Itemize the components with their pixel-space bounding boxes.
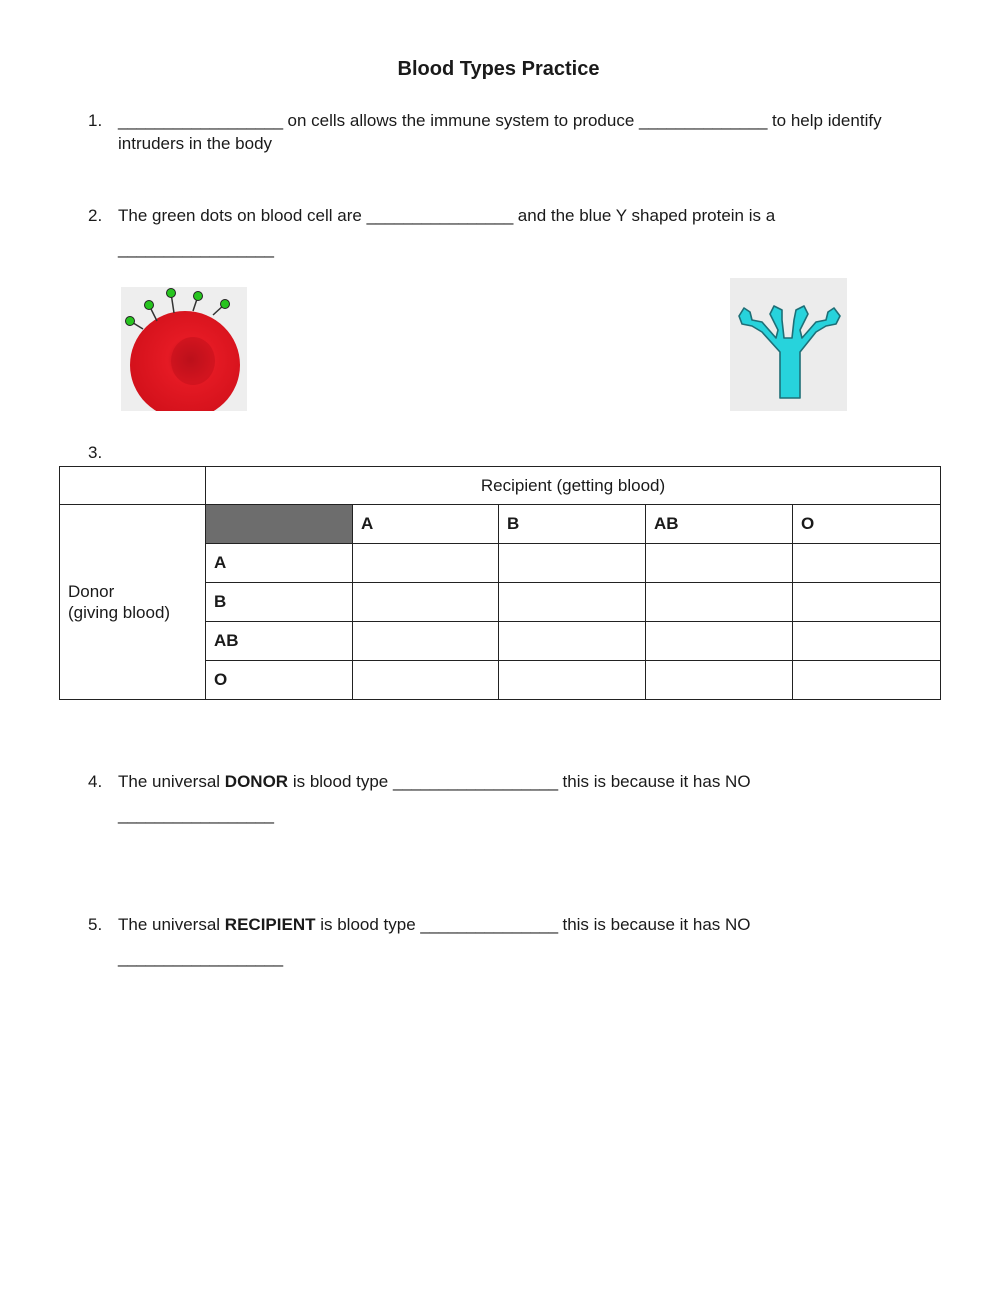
- answer-cell[interactable]: [793, 622, 941, 661]
- answer-cell[interactable]: [646, 544, 793, 583]
- donor-label-line-1: Donor: [68, 582, 115, 601]
- question-text: and the blue Y shaped protein is a: [517, 206, 776, 225]
- donor-label-line-2: (giving blood): [68, 603, 171, 622]
- question-text: this is because it has NO: [562, 915, 751, 934]
- donor-label: [60, 505, 206, 700]
- question-text: The green dots on blood cell are: [118, 206, 362, 225]
- question-2: [88, 204, 848, 265]
- red-blood-cell-image: [121, 287, 247, 411]
- y-shaped-antibody-icon: [730, 278, 847, 411]
- question-text: this is because it has NO: [562, 772, 751, 791]
- answer-blank[interactable]: __________________: [118, 111, 283, 130]
- column-header-b: B: [499, 505, 646, 544]
- column-header-ab: AB: [646, 505, 793, 544]
- compatibility-table: [59, 466, 941, 700]
- answer-blank[interactable]: ______________: [639, 111, 768, 130]
- red-blood-cell-icon: [121, 287, 247, 411]
- question-number: 2.: [88, 206, 103, 225]
- question-number: 1.: [88, 111, 103, 130]
- answer-cell[interactable]: [353, 622, 499, 661]
- empty-corner-cell: [60, 467, 206, 505]
- answer-cell[interactable]: [646, 661, 793, 700]
- answer-cell[interactable]: [499, 583, 646, 622]
- answer-blank[interactable]: ________________: [366, 206, 514, 225]
- question-emphasis: RECIPIENT: [224, 915, 316, 934]
- question-text: is blood type: [320, 915, 416, 934]
- answer-blank[interactable]: _________________: [118, 239, 274, 258]
- row-header-b: B: [206, 583, 353, 622]
- question-1: [88, 109, 948, 155]
- row-header-ab: AB: [206, 622, 353, 661]
- question-5: [88, 913, 828, 974]
- question-emphasis: DONOR: [224, 772, 289, 791]
- recipient-header: Recipient (getting blood): [206, 467, 941, 505]
- answer-blank[interactable]: __________________: [393, 772, 558, 791]
- column-header-a: A: [353, 505, 499, 544]
- question-number: 5.: [88, 915, 103, 934]
- question-text: The universal: [118, 915, 221, 934]
- answer-cell[interactable]: [353, 583, 499, 622]
- answer-cell[interactable]: [499, 622, 646, 661]
- answer-cell[interactable]: [793, 583, 941, 622]
- column-header-o: O: [793, 505, 941, 544]
- answer-cell[interactable]: [793, 544, 941, 583]
- question-number: 4.: [88, 772, 103, 791]
- answer-cell[interactable]: [499, 661, 646, 700]
- page-title: Blood Types Practice: [397, 58, 600, 80]
- answer-cell[interactable]: [793, 661, 941, 700]
- answer-blank[interactable]: __________________: [118, 948, 283, 967]
- answer-cell[interactable]: [646, 622, 793, 661]
- answer-blank[interactable]: _______________: [420, 915, 558, 934]
- question-text: to help identify intruders in the body: [118, 111, 882, 153]
- row-header-o: O: [206, 661, 353, 700]
- question-text: on cells allows the immune system to produce: [287, 111, 635, 130]
- shaded-corner-cell: [206, 505, 353, 544]
- answer-cell[interactable]: [646, 583, 793, 622]
- answer-cell[interactable]: [353, 544, 499, 583]
- question-4: [88, 770, 828, 831]
- answer-cell[interactable]: [499, 544, 646, 583]
- question-number: 3.: [88, 443, 103, 462]
- answer-blank[interactable]: _________________: [118, 805, 274, 824]
- question-text: is blood type: [292, 772, 389, 791]
- question-text: The universal: [118, 772, 221, 791]
- antibody-image: [730, 278, 847, 411]
- answer-cell[interactable]: [353, 661, 499, 700]
- row-header-a: A: [206, 544, 353, 583]
